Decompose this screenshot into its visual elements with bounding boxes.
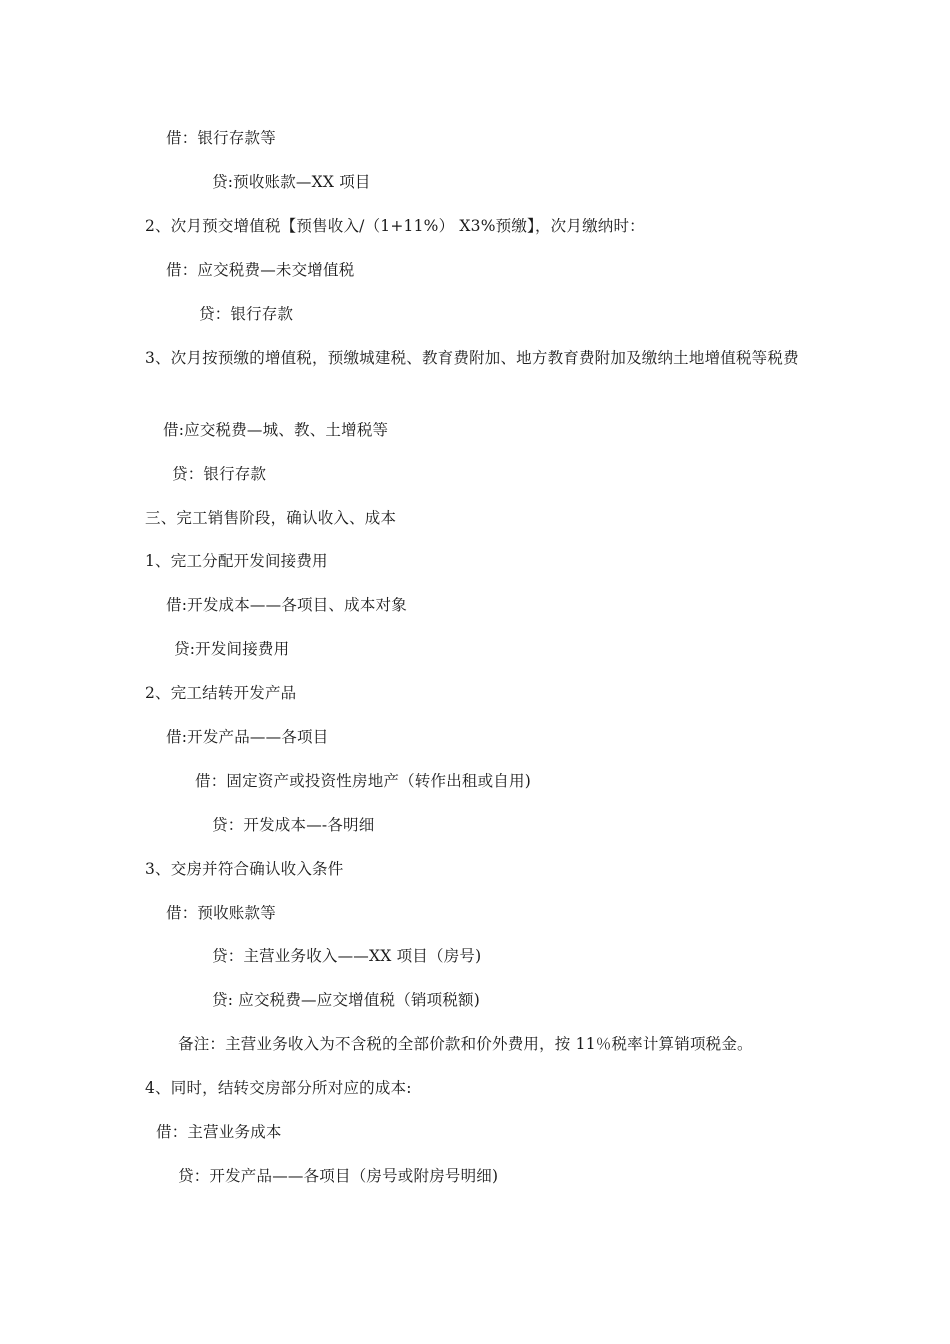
journal-credit-bank-deposit: 贷：银行存款	[199, 305, 294, 323]
journal-debit-development-products: 借:开发产品——各项目	[166, 728, 329, 746]
journal-debit-unpaid-vat: 借：应交税费—未交增值税	[166, 261, 355, 279]
journal-debit-main-business-cost: 借：主营业务成本	[156, 1123, 282, 1141]
journal-credit-indirect-costs: 贷:开发间接费用	[174, 640, 290, 658]
journal-debit-bank-deposit: 借：银行存款等	[166, 129, 276, 147]
journal-debit-fixed-assets: 借：固定资产或投资性房地产（转作出租或自用)	[195, 772, 531, 790]
journal-debit-development-cost: 借:开发成本——各项目、成本对象	[166, 596, 407, 614]
step-1-allocate-indirect-costs: 1、完工分配开发间接费用	[145, 552, 328, 570]
step-2-prepaid-vat: 2、次月预交增值税【预售收入/（1+11%） X3%预缴】，次月缴纳时：	[145, 217, 645, 235]
journal-debit-taxes-payable: 借:应交税费—城、教、土增税等	[163, 421, 389, 439]
journal-credit-main-revenue: 贷：主营业务收入——XX 项目（房号)	[212, 947, 482, 965]
step-4-transfer-cost: 4、同时，结转交房部分所对应的成本:	[145, 1079, 412, 1097]
journal-credit-development-cost: 贷：开发成本—-各明细	[212, 816, 375, 834]
step-3-prepaid-taxes: 3、次月按预缴的增值税，预缴城建税、教育费附加、地方教育费附加及缴纳土地增值税等税费	[145, 349, 799, 367]
journal-credit-development-products: 贷：开发产品——各项目（房号或附房号明细)	[178, 1167, 499, 1185]
step-3-revenue-recognition: 3、交房并符合确认收入条件	[145, 860, 344, 878]
step-2-transfer-products: 2、完工结转开发产品	[145, 684, 297, 702]
journal-debit-advance-receipt: 借：预收账款等	[166, 904, 276, 922]
remark-note: 备注：主营业务收入为不含税的全部价款和价外费用，按 11％税率计算销项税金。	[178, 1035, 753, 1053]
journal-credit-bank-deposit-2: 贷：银行存款	[172, 465, 267, 483]
section-3-heading: 三、完工销售阶段，确认收入、成本	[145, 509, 397, 527]
journal-credit-output-vat: 贷: 应交税费—应交增值税（销项税额)	[212, 991, 480, 1009]
journal-credit-advance-receipt: 贷:预收账款—XX 项目	[212, 173, 371, 191]
